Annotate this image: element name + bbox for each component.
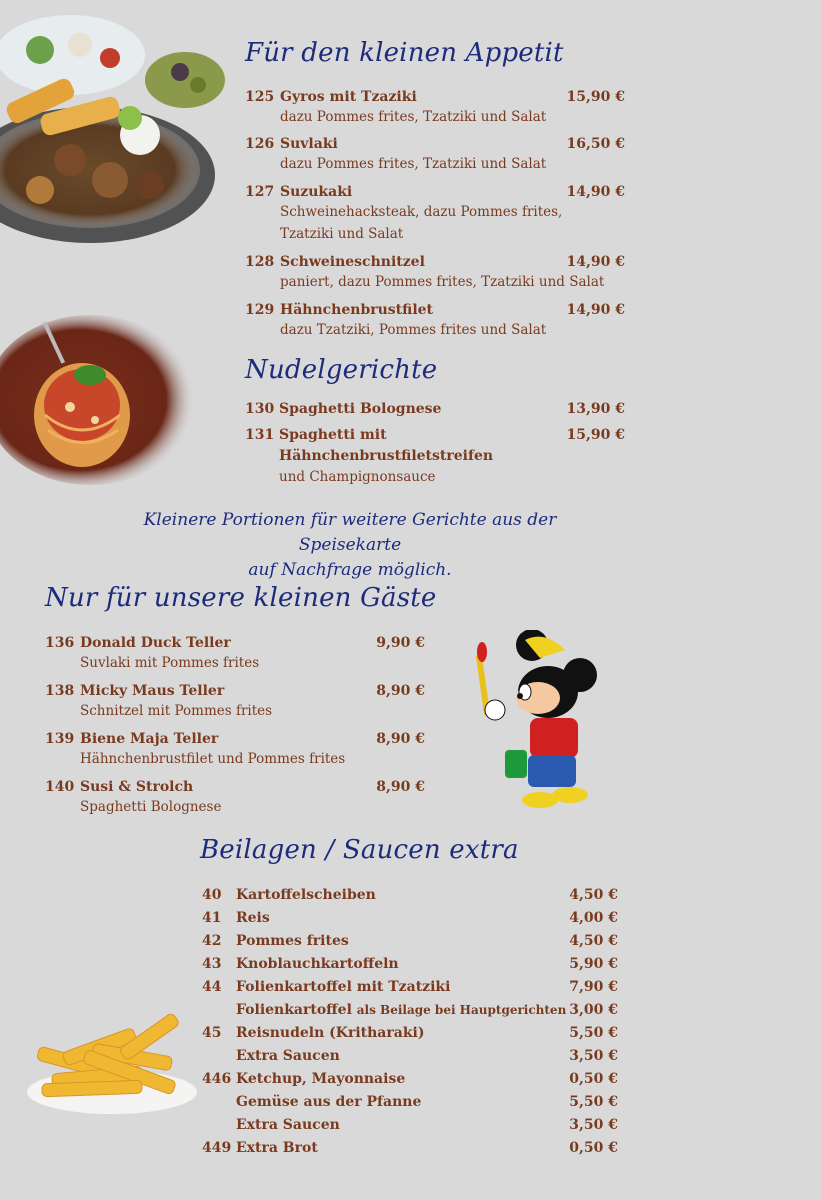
item-price: 8,90 € [376, 683, 425, 699]
item-number: 45 [202, 1025, 222, 1041]
menu-item [202, 1114, 618, 1136]
item-price: 0,50 € [569, 1071, 618, 1087]
item-price: 4,50 € [569, 933, 618, 949]
item-name: Gemüse aus der Pfanne [236, 1094, 422, 1110]
item-name: Extra Saucen [236, 1117, 340, 1133]
french-fries-photo [22, 1010, 202, 1120]
item-name: Hähnchenbrustfiletstreifen [279, 448, 494, 464]
menu-item [45, 632, 425, 676]
item-name: Suzukaki [280, 184, 353, 200]
item-price: 5,50 € [569, 1094, 618, 1110]
menu-item [245, 86, 625, 130]
item-name: Hähnchenbrustfilet [280, 302, 434, 318]
menu-item [245, 133, 625, 177]
item-name: Spaghetti mit [279, 427, 387, 443]
item-price: 5,90 € [569, 956, 618, 972]
item-number: 130 [245, 401, 275, 417]
menu-item [245, 251, 625, 295]
menu-item [202, 999, 618, 1021]
item-price: 3,50 € [569, 1048, 618, 1064]
item-description: Tzatziki und Salat [280, 226, 404, 242]
item-price: 14,90 € [566, 184, 625, 200]
item-description: paniert, dazu Pommes frites, Tzatziki und Salat [280, 274, 605, 290]
item-number: 131 [245, 427, 275, 443]
item-number: 140 [45, 779, 75, 795]
item-price: 8,90 € [376, 731, 425, 747]
menu-item [202, 1068, 618, 1090]
item-number: 139 [45, 731, 75, 747]
item-name: Ketchup, Mayonnaise [236, 1071, 406, 1087]
menu-item [202, 1045, 618, 1067]
item-price: 4,50 € [569, 887, 618, 903]
item-description: Spaghetti Bolognese [80, 799, 222, 815]
item-number: 128 [245, 254, 275, 270]
item-name-text: Folienkartoffel [236, 1002, 352, 1018]
section-title-kinder: Nur für unsere kleinen Gäste [45, 583, 437, 613]
item-number: 125 [245, 89, 275, 105]
item-name: Micky Maus Teller [80, 683, 225, 699]
menu-item [202, 976, 618, 998]
item-name: Extra Brot [236, 1140, 318, 1156]
menu-item [202, 1137, 618, 1159]
item-name: Reisnudeln (Kritharaki) [236, 1025, 425, 1041]
item-name: Schweineschnitzel [280, 254, 425, 270]
item-number: 127 [245, 184, 275, 200]
item-price: 3,50 € [569, 1117, 618, 1133]
item-price: 4,00 € [569, 910, 618, 926]
item-number: 129 [245, 302, 275, 318]
menu-item [202, 930, 618, 952]
item-description: dazu Tzatziki, Pommes frites und Salat [280, 322, 547, 338]
menu-item [202, 953, 618, 975]
note-line: auf Nachfrage möglich. [248, 560, 452, 580]
menu-item [202, 1091, 618, 1113]
item-name: Gyros mit Tzaziki [280, 89, 417, 105]
menu-item [245, 398, 625, 420]
item-description: dazu Pommes frites, Tzatziki und Salat [280, 109, 547, 125]
item-number: 446 [202, 1071, 232, 1087]
menu-item [45, 680, 425, 724]
menu-item [245, 424, 625, 490]
item-price: 8,90 € [376, 779, 425, 795]
item-name: Spaghetti Bolognese [279, 401, 442, 417]
menu-item [202, 1022, 618, 1044]
item-description: und Champignonsauce [279, 469, 436, 485]
menu-item [202, 907, 618, 929]
item-number: 41 [202, 910, 222, 926]
item-price: 13,90 € [566, 401, 625, 417]
item-name: Folienkartoffel mit Tzatziki [236, 979, 451, 995]
item-name: Biene Maja Teller [80, 731, 219, 747]
gyros-plate-photo [0, 10, 240, 250]
item-price: 16,50 € [566, 136, 625, 152]
section-title-nudel: Nudelgerichte [245, 355, 438, 385]
item-number: 138 [45, 683, 75, 699]
item-price: 0,50 € [569, 1140, 618, 1156]
item-name: Reis [236, 910, 270, 926]
item-price: 9,90 € [376, 635, 425, 651]
item-number: 449 [202, 1140, 232, 1156]
item-description: dazu Pommes frites, Tzatziki und Salat [280, 156, 547, 172]
item-name: Knoblauchkartoffeln [236, 956, 399, 972]
item-name: Pommes frites [236, 933, 349, 949]
item-name: Suvlaki [280, 136, 338, 152]
menu-item [45, 728, 425, 772]
item-number: 42 [202, 933, 222, 949]
item-name [236, 999, 566, 1021]
item-number: 43 [202, 956, 222, 972]
item-price: 15,90 € [566, 89, 625, 105]
mickey-mouse-painter-illustration [470, 630, 600, 825]
menu-item [245, 181, 625, 247]
item-price: 5,50 € [569, 1025, 618, 1041]
portion-note [100, 508, 600, 583]
item-description: Suvlaki mit Pommes frites [80, 655, 260, 671]
item-number: 44 [202, 979, 222, 995]
item-name: Susi & Strolch [80, 779, 194, 795]
menu-item [245, 299, 625, 343]
spaghetti-fork-photo [0, 315, 200, 485]
item-price: 14,90 € [566, 254, 625, 270]
item-description: Hähnchenbrustfilet und Pommes frites [80, 751, 346, 767]
section-title-appetit: Für den kleinen Appetit [245, 38, 564, 68]
item-price: 15,90 € [566, 427, 625, 443]
item-name: Donald Duck Teller [80, 635, 231, 651]
item-price: 7,90 € [569, 979, 618, 995]
menu-item [45, 776, 425, 820]
item-description: Schnitzel mit Pommes frites [80, 703, 273, 719]
item-description: Schweinehacksteak, dazu Pommes frites, [280, 204, 563, 220]
item-price: 3,00 € [569, 1002, 618, 1018]
item-name: Kartoffelscheiben [236, 887, 376, 903]
note-line: Kleinere Portionen für weitere Gerichte aus der Speisekarte [143, 510, 557, 555]
menu-item [202, 884, 618, 906]
item-number: 136 [45, 635, 75, 651]
item-number: 126 [245, 136, 275, 152]
item-number: 40 [202, 887, 222, 903]
item-name: Extra Saucen [236, 1048, 340, 1064]
item-price: 14,90 € [566, 302, 625, 318]
section-title-beilagen: Beilagen / Saucen extra [200, 835, 519, 865]
item-name-suffix: als Beilage bei Hauptgerichten [356, 1003, 567, 1017]
